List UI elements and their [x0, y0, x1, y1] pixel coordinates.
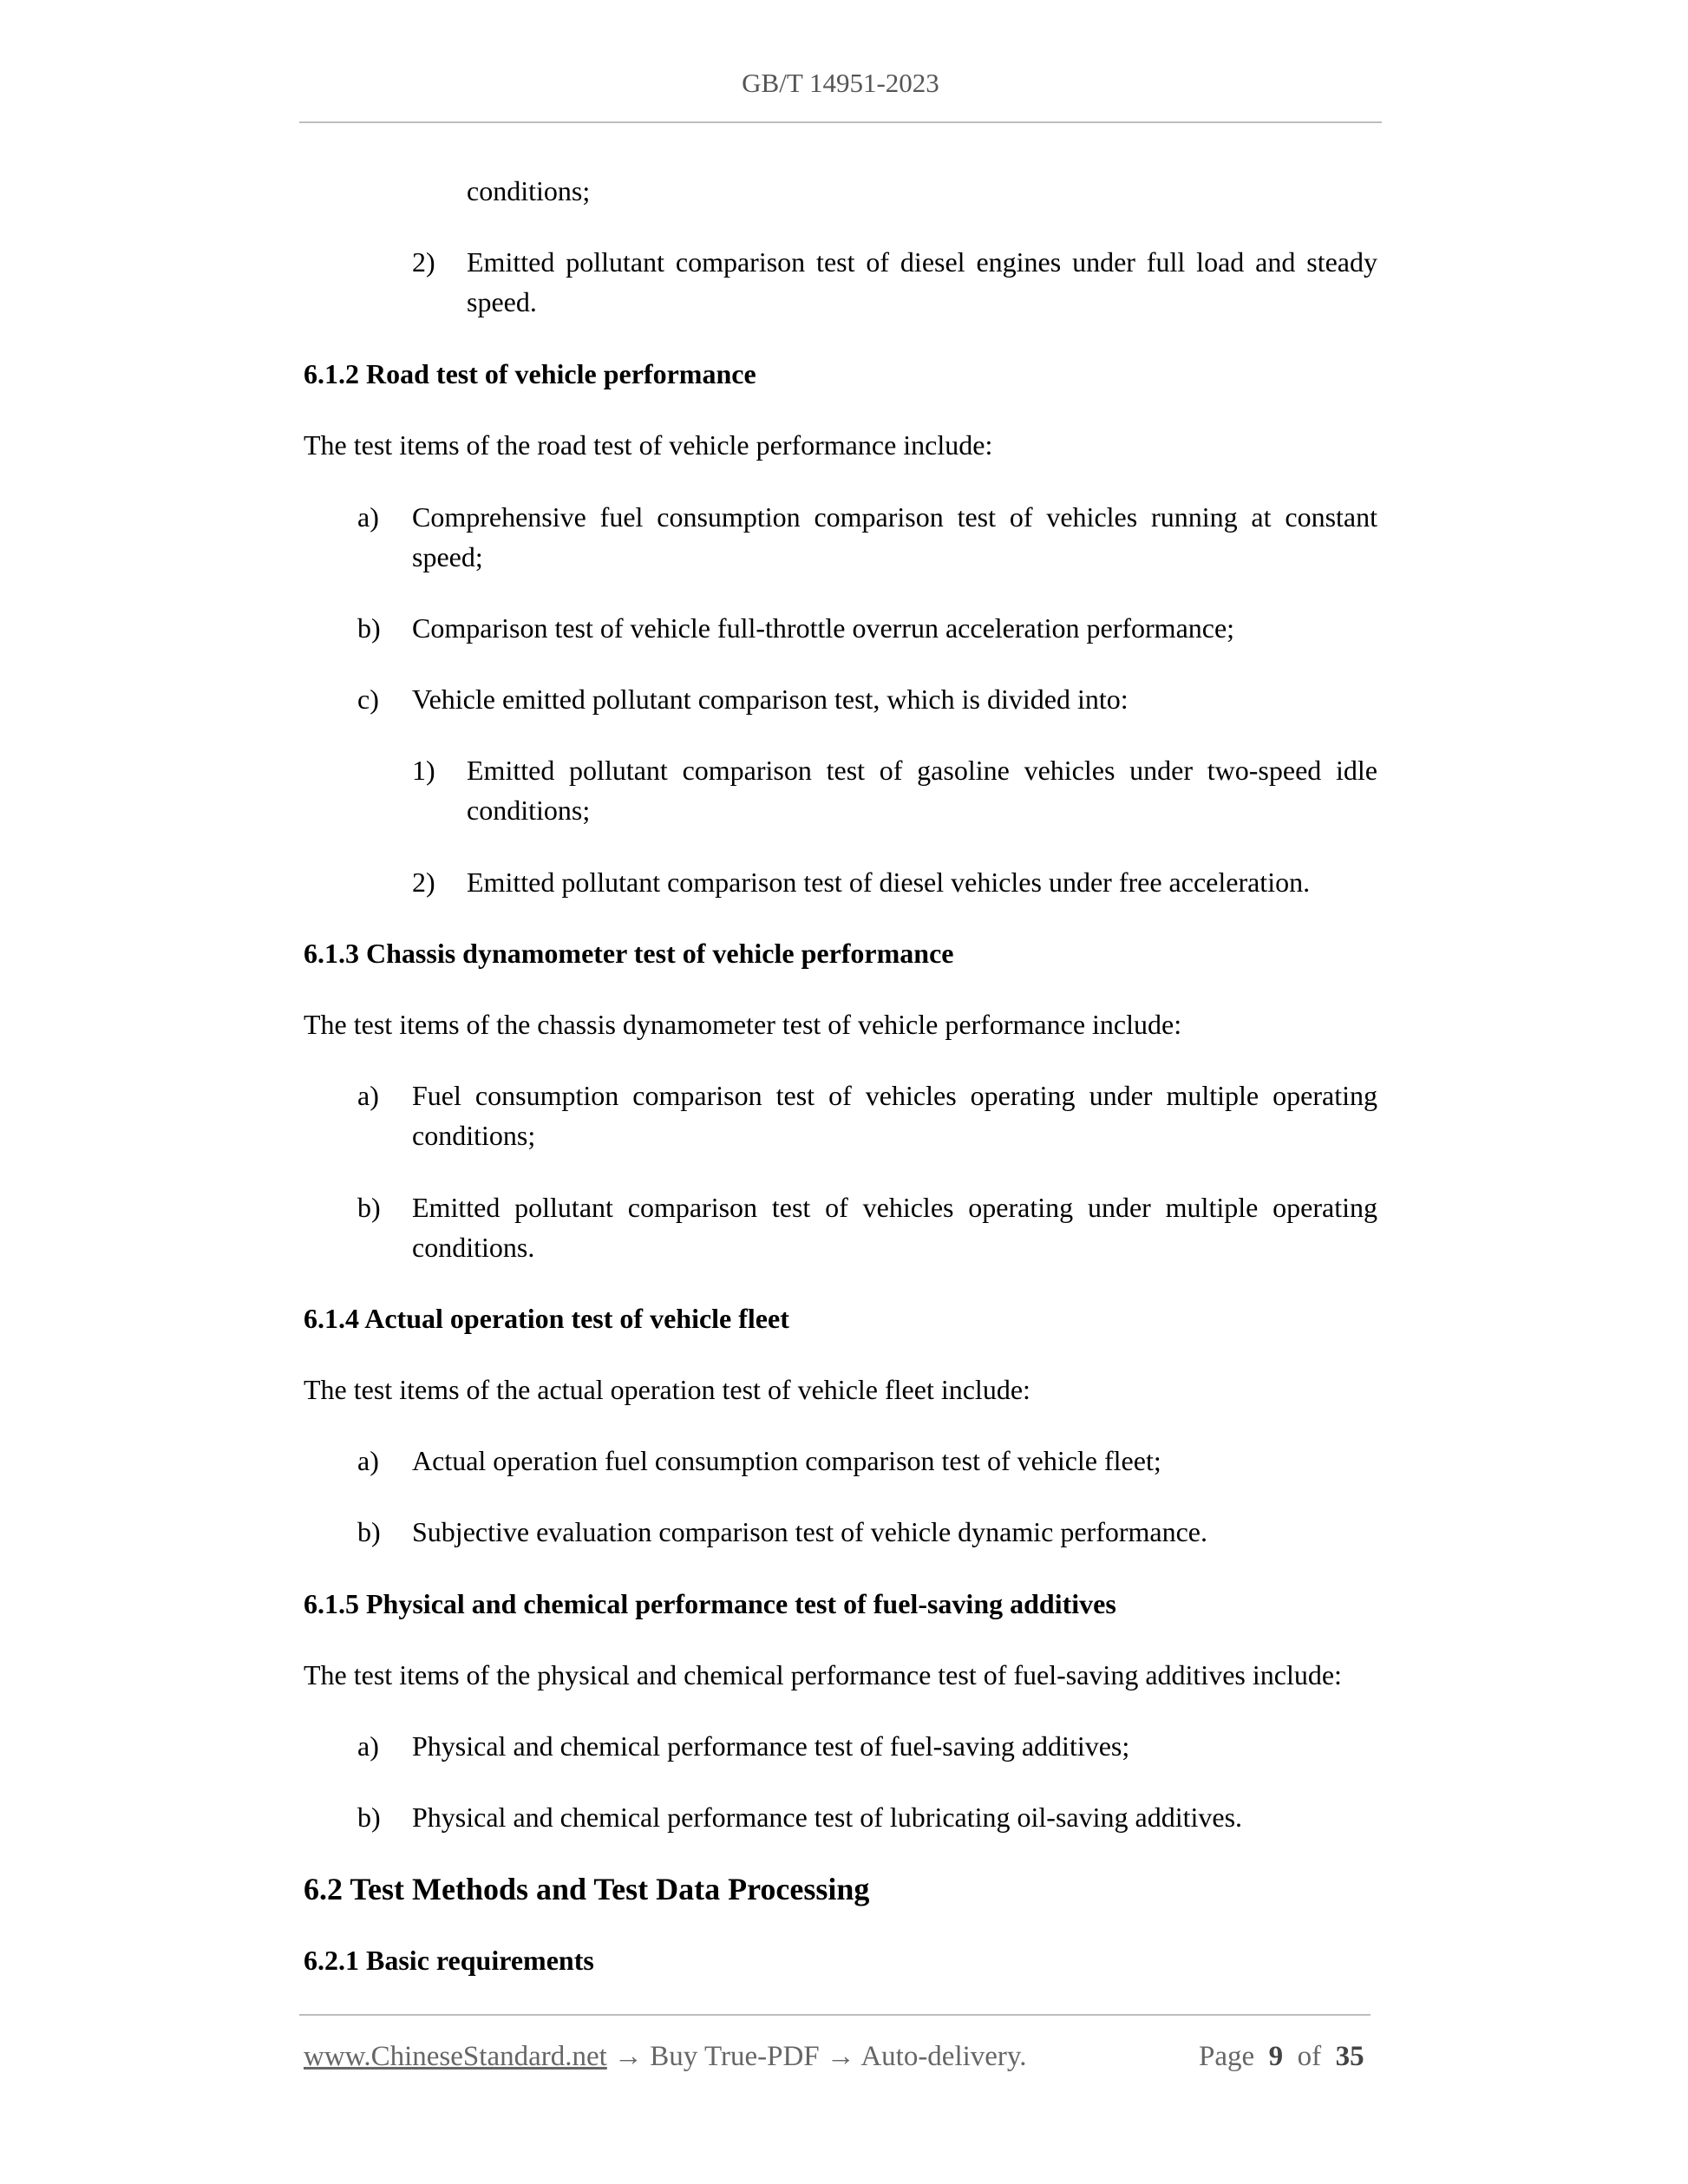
list-item-label: b) [357, 612, 381, 644]
buy-pdf-text: Buy True-PDF [650, 2041, 820, 2072]
section-heading-6-1-2: 6.1.2 Road test of vehicle performance [304, 358, 756, 389]
list-item-text: Comparison test of vehicle full-throttle overrun acceleration performance; [412, 612, 1235, 644]
list-item-text: Physical and chemical performance test of fuel-saving additives; [412, 1730, 1130, 1762]
page-label: Page [1199, 2041, 1255, 2072]
section-intro: The test items of the chassis dynamometer test of vehicle performance include: [304, 1009, 1182, 1040]
list-item-text: speed. [467, 286, 537, 317]
section-heading-6-2-1: 6.2.1 Basic requirements [304, 1945, 594, 1976]
section-intro: The test items of the actual operation test of vehicle fleet include: [304, 1374, 1030, 1405]
sublist-item-text: Emitted pollutant comparison test of gasoline vehicles under two-speed idle [467, 755, 1377, 786]
section-intro: The test items of the physical and chemical performance test of fuel-saving additives include: [304, 1659, 1342, 1690]
list-item-text: Physical and chemical performance test of lubricating oil-saving additives. [412, 1801, 1243, 1833]
of-label: of [1297, 2041, 1322, 2072]
list-item-label: a) [357, 1730, 379, 1762]
continued-item-text: conditions; [467, 175, 591, 206]
sublist-item-text: conditions; [467, 794, 591, 826]
list-item-text: Fuel consumption comparison test of vehicles operating under multiple operating [412, 1080, 1377, 1111]
list-item-text: speed; [412, 541, 483, 572]
sublist-item-label: 2) [412, 866, 435, 898]
section-heading-6-1-4: 6.1.4 Actual operation test of vehicle fleet [304, 1303, 789, 1334]
list-item-text: Vehicle emitted pollutant comparison test, which is divided into: [412, 683, 1129, 715]
list-item-label: b) [357, 1516, 381, 1547]
section-heading-6-1-3: 6.1.3 Chassis dynamometer test of vehicle performance [304, 938, 954, 969]
list-item-text: conditions. [412, 1232, 535, 1263]
sublist-item-label: 1) [412, 755, 435, 786]
list-item-text: Emitted pollutant comparison test of diesel engines under full load and steady [467, 246, 1377, 278]
section-intro: The test items of the road test of vehicle performance include: [304, 429, 993, 461]
list-item-label: a) [357, 501, 379, 533]
list-item-text: conditions; [412, 1120, 536, 1151]
list-item-text: Subjective evaluation comparison test of vehicle dynamic performance. [412, 1516, 1207, 1547]
page-number [1199, 2037, 1364, 2077]
list-item-label: a) [357, 1445, 379, 1476]
arrow-right-icon: → [826, 2041, 855, 2072]
list-item-label: a) [357, 1080, 379, 1111]
footer-promo [304, 2037, 1027, 2077]
arrow-right-icon: → [614, 2041, 644, 2072]
section-heading-6-1-5: 6.1.5 Physical and chemical performance test of fuel-saving additives [304, 1588, 1116, 1619]
total-pages: 35 [1335, 2041, 1364, 2072]
current-page: 9 [1268, 2041, 1284, 2072]
list-item-text: Comprehensive fuel consumption comparison test of vehicles running at constant [412, 501, 1377, 533]
footer-divider [299, 2014, 1371, 2016]
sublist-item-text: Emitted pollutant comparison test of diesel vehicles under free acceleration. [467, 866, 1311, 898]
section-heading-6-2: 6.2 Test Methods and Test Data Processing [304, 1872, 870, 1906]
list-item-label: c) [357, 683, 379, 715]
header-divider [299, 121, 1382, 123]
list-item-label: b) [357, 1801, 381, 1833]
list-item-text: Actual operation fuel consumption comparison test of vehicle fleet; [412, 1445, 1161, 1476]
list-item-text: Emitted pollutant comparison test of vehicles operating under multiple operating [412, 1192, 1377, 1223]
running-header: GB/T 14951-2023 [742, 68, 939, 98]
list-item-label: 2) [412, 246, 435, 278]
list-item-label: b) [357, 1192, 381, 1223]
site-link[interactable]: www.ChineseStandard.net [304, 2041, 607, 2072]
auto-delivery-text: Auto-delivery. [860, 2041, 1027, 2072]
